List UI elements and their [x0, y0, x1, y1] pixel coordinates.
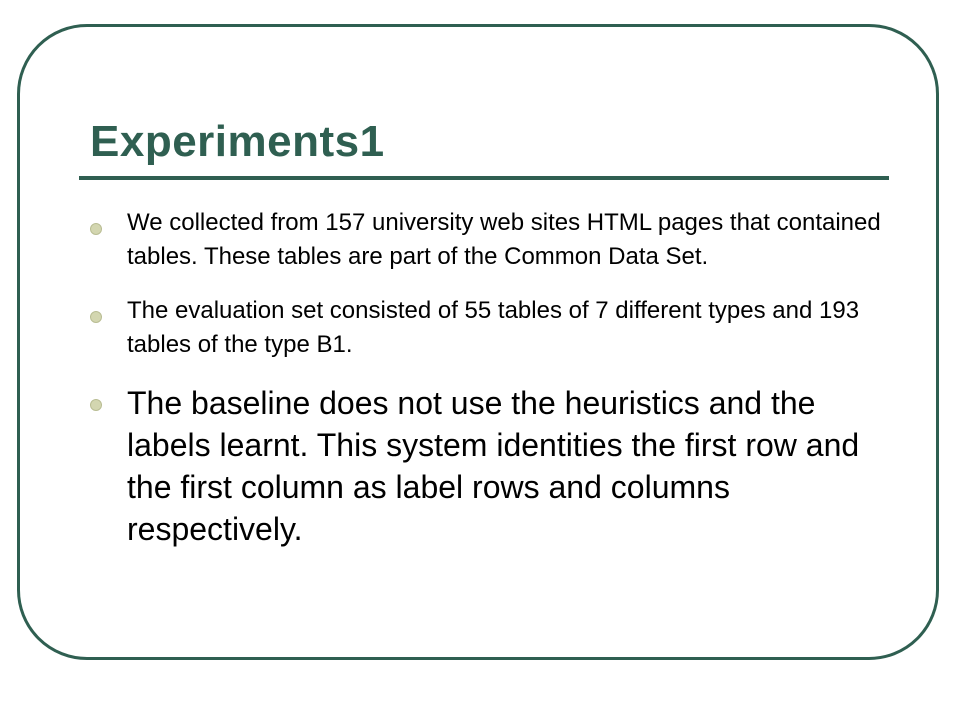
bullet-dot-icon: [90, 311, 102, 323]
bullet-text: The baseline does not use the heuristics and the labels learnt. This system identities the first row and the first column as label rows and columns respectively.: [127, 385, 860, 547]
slide-title: Experiments1: [90, 117, 385, 166]
bullet-item: [90, 382, 890, 550]
bullet-text: We collected from 157 university web sites HTML pages that contained tables. These tables are part of the Common Data Set.: [127, 209, 881, 270]
bullet-item: [90, 294, 890, 362]
bullet-dot-icon: [90, 399, 102, 411]
bullet-item: [90, 206, 890, 274]
bullet-list: [90, 206, 890, 550]
bullet-dot-icon: [90, 223, 102, 235]
bullet-text: The evaluation set consisted of 55 tables of 7 different types and 193 tables of the type B1.: [127, 297, 860, 358]
title-underline: [79, 176, 889, 180]
